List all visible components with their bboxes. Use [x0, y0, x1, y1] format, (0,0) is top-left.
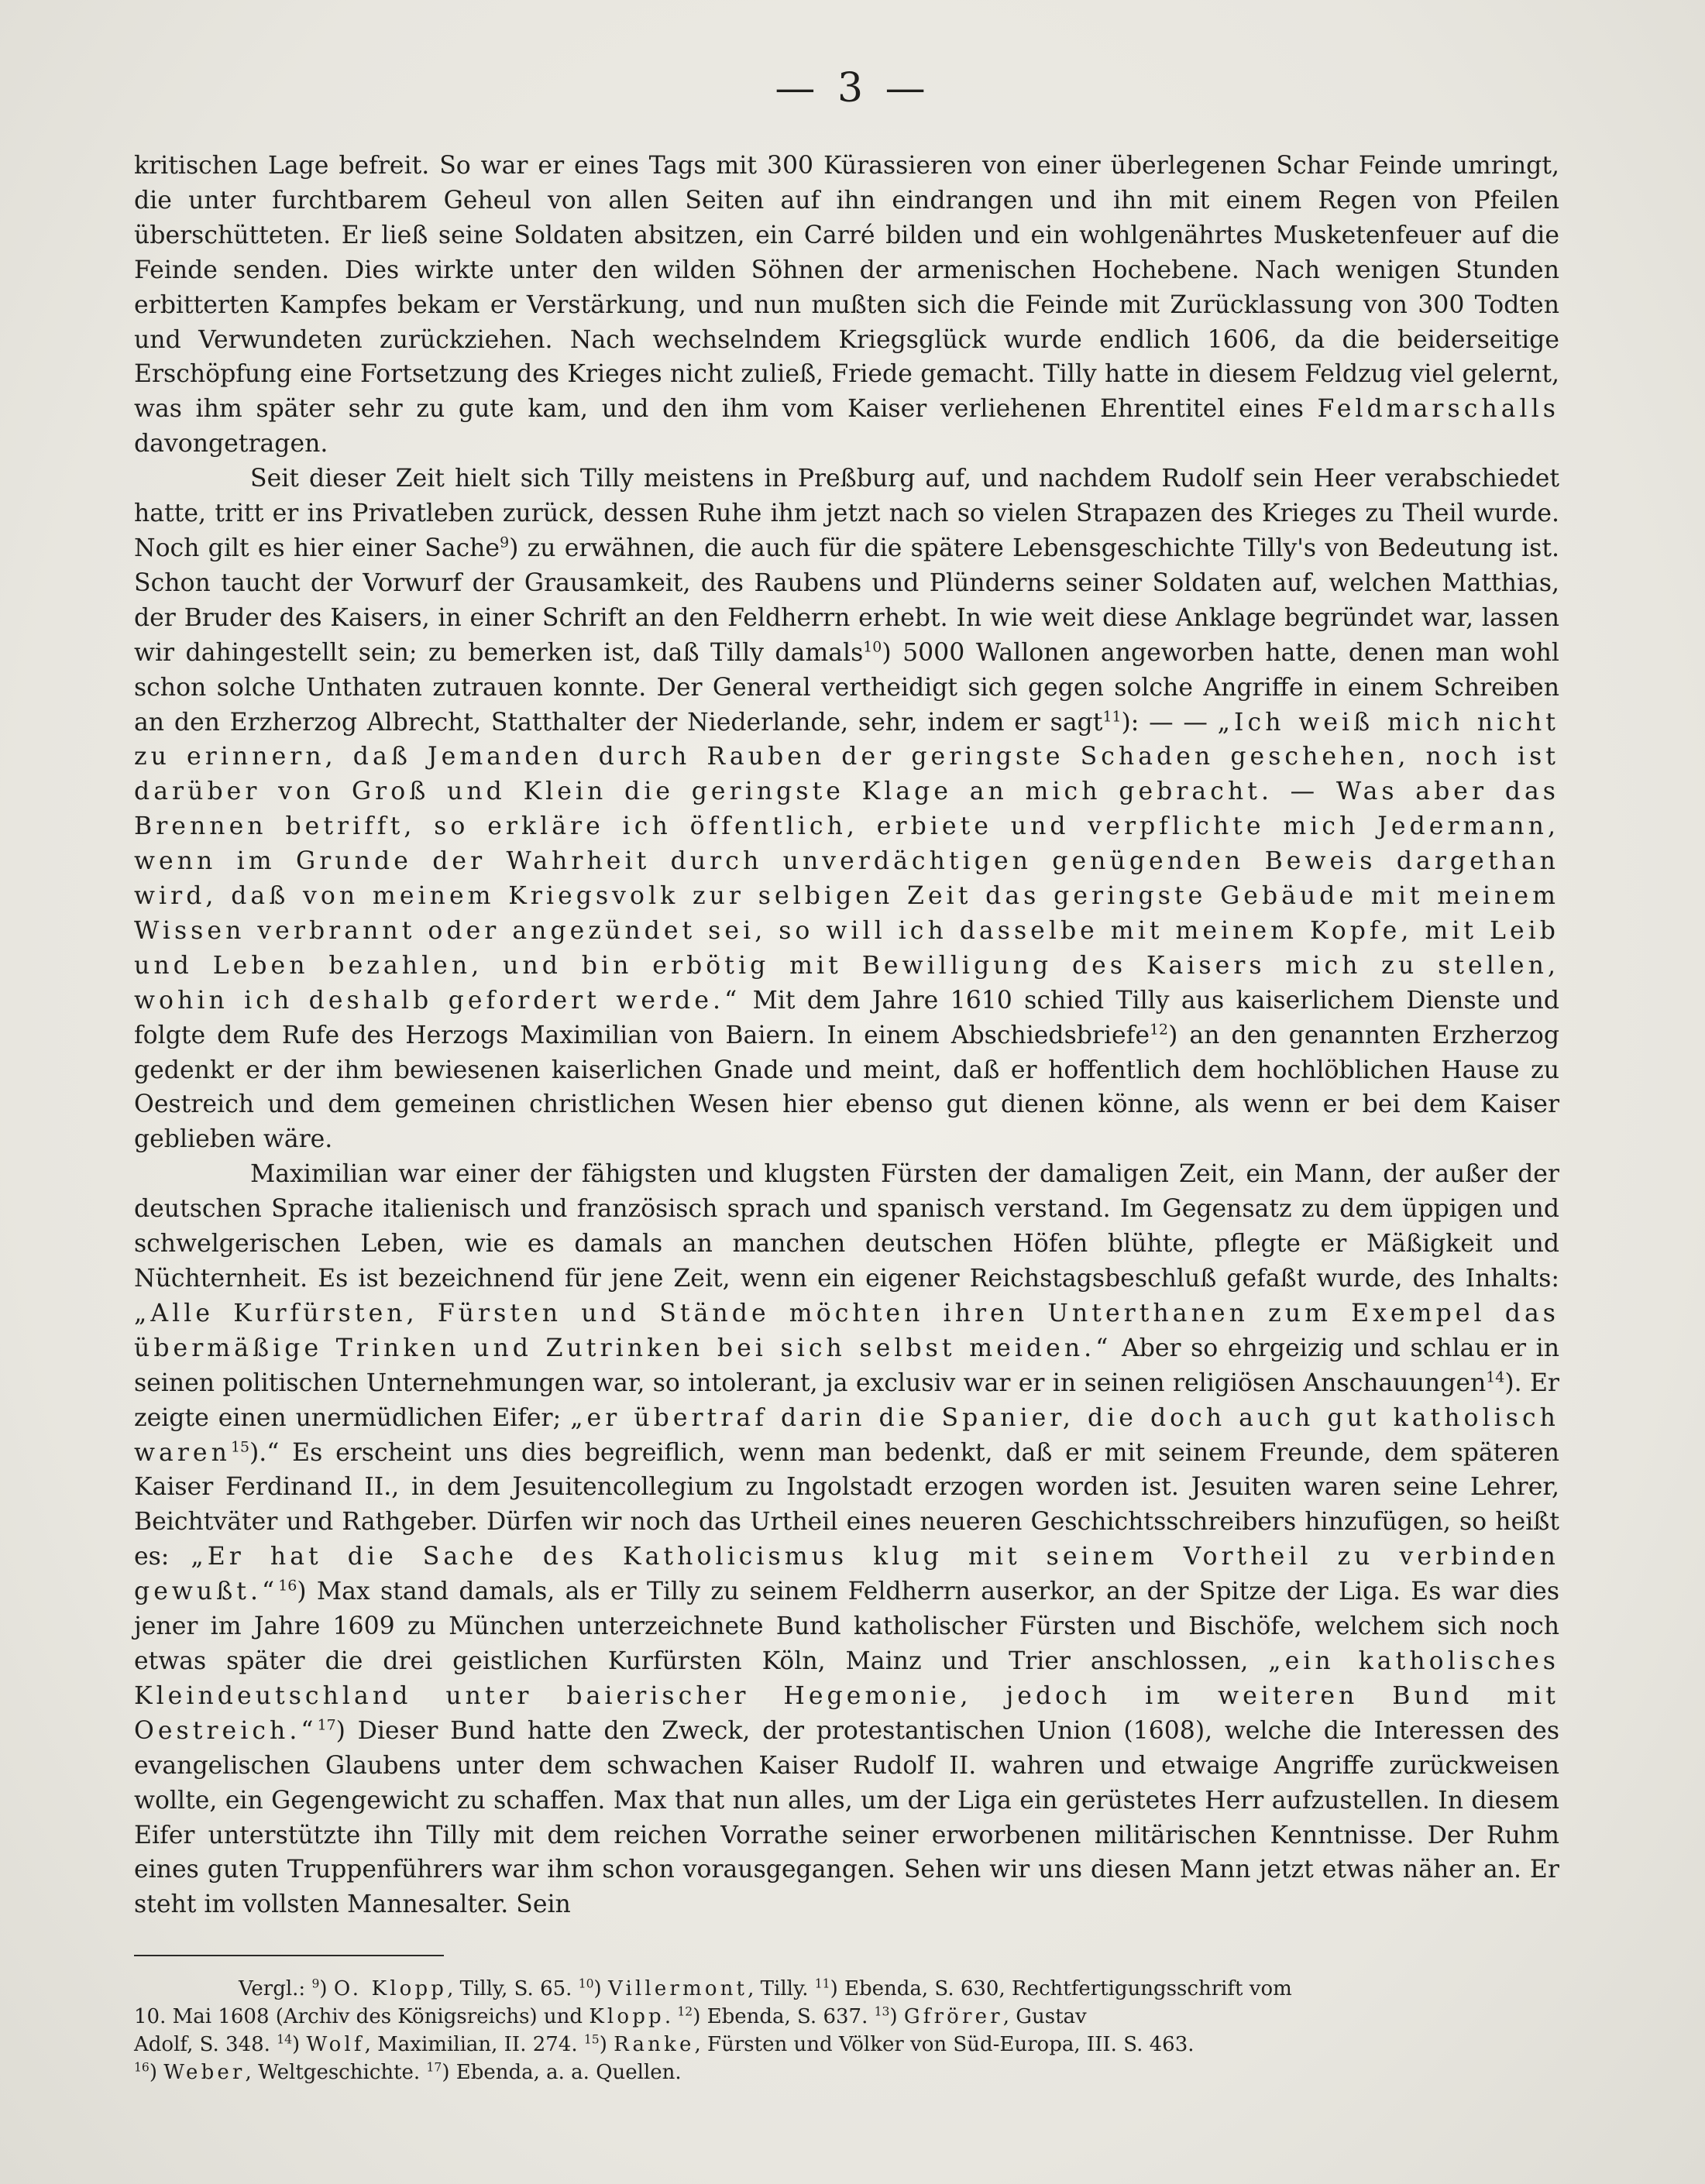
footnote-ref: 9	[311, 1976, 320, 1991]
text-run: ) Ebenda, S. 630, Rechtfertigungsschrift vom	[830, 1977, 1292, 2000]
text-run: ) an den genannten Erzherzog gedenkt er der ihm bewiesenen kaiserlichen Gnade und meint, daß er hoffentlich dem hochlöblichen Hause zu Oestreich und dem gemeinen christlichen Wesen hier ebenso gut dienen könne, als wenn er bei dem Kaiser geblieben wäre.	[134, 1021, 1559, 1154]
paragraph	[134, 149, 1559, 462]
spaced-emphasis: Villermont	[607, 1977, 748, 2000]
text-run: davongetragen.	[134, 430, 328, 458]
body-text	[134, 149, 1559, 1922]
footnote-ref: 15	[583, 2032, 600, 2047]
spaced-emphasis: O. Klopp	[333, 1977, 448, 2000]
spaced-emphasis: Wolf	[306, 2033, 365, 2056]
footnote-line	[134, 2003, 1559, 2031]
spaced-emphasis: Klopp	[589, 2005, 665, 2028]
footnote-ref: 14	[277, 2032, 293, 2047]
text-run: , Tilly.	[748, 1977, 815, 2000]
spaced-emphasis: „ein katholisches Kleindeutschland unter baierischer Hegemonie, jedoch im weiteren Bund mit Oestreich.“	[134, 1647, 1559, 1745]
text-run: Maximilian war einer der fähigsten und klugsten Fürsten der damaligen Zeit, ein Mann, der außer der deutschen Sprache italienisch und französisch sprach und spanisch verstand. Im Gegensatz zu dem üppigen und schwelgerischen Leben, wie es damals an manchen deutschen Höfen blühte, pflegte er Mäßigkeit und Nüchternheit. Es ist bezeichnend für jene Zeit, wenn ein eigener Reichstagsbeschluß gefaßt wurde, des Inhalts:	[134, 1160, 1559, 1293]
text-run: ) 5000 Wallonen angeworben hatte, denen man wohl schon solche Unthaten zutrauen konnte. Der General vertheidigt sich gegen solche Angriffe in einem Schreiben an den Erzherzog Albrecht, Statthalter der Niederlande, sehr, indem er sagt	[134, 638, 1559, 737]
text-run: ).“ Es erscheint uns dies begreiflich, wenn man bedenkt, daß er mit seinem Freunde, dem späteren Kaiser Ferdinand II., in dem Jesuitencollegium zu Ingolstadt erzogen worden ist. Jesuiten waren seine Lehrer, Beichtväter und Rathgeber. Dürfen wir noch das Urtheil eines neueren Geschichtsschreibers hinzufügen, so heißt es:	[134, 1438, 1559, 1571]
footnote-ref: 9	[500, 534, 510, 551]
footnote-ref: 15	[230, 1438, 249, 1456]
text-run: ). Er zeigte einen unermüdlichen Eifer;	[134, 1368, 1559, 1432]
text-run: )	[599, 2033, 614, 2056]
footnote-ref: 13	[874, 2004, 890, 2019]
spaced-emphasis: „Alle Kurfürsten, Fürsten und Stände möchten ihren Unterthanen zum Exempel das übermäßige Trinken und Zutrinken bei sich selbst meiden.“	[134, 1299, 1559, 1362]
footnote-line	[134, 2059, 1559, 2086]
text-run: .	[664, 2005, 678, 2028]
text-run: kritischen Lage befreit. So war er eines Tags mit 300 Kürassieren von einer überlegenen Schar Feinde umringt, die unter furchtbarem Geheul von allen Seiten auf ihn eindrangen und ihn mit einem Regen von Pfeilen überschütteten. Er ließ seine Soldaten absitzen, ein Carré bilden und ein wohlgenährtes Musketenfeuer auf die Feinde senden. Dies wirkte unter den wilden Söhnen der armenischen Hochebene. Nach wenigen Stunden erbitterten Kampfes bekam er Verstärkung, und nun mußten sich die Feinde mit Zurücklassung von 300 Todten und Verwundeten zurückziehen. Nach wechselndem Kriegsglück wurde endlich 1606, da die beiderseitige Erschöpfung eine Fortsetzung des Krieges nicht zuließ, Friede gemacht. Tilly hatte in diesem Feldzug viel gelernt, was ihm später sehr zu gute kam, und den ihm vom Kaiser verliehenen Ehrentitel eines	[134, 152, 1559, 424]
spaced-emphasis: Feldmarschalls	[1317, 395, 1559, 424]
footnote-ref: 12	[677, 2004, 693, 2019]
footnote-line	[311, 1977, 1291, 2000]
spaced-emphasis: Gfrörer	[903, 2005, 1003, 2028]
text-run: ) Max stand damals, als er Tilly zu seinem Feldherrn auserkor, an der Spitze der Liga. Es war dies jener im Jahre 1609 zu München unterzeichnete Bund katholischer Fürsten und Bischöfe, welchem sich noch etwas später die drei geistlichen Kurfürsten Köln, Mainz und Trier anschlossen,	[134, 1578, 1559, 1675]
text-run: Mit dem Jahre 1610 schied Tilly aus kaiserlichem Dienste und folgte dem Rufe des Herzogs Maximilian von Baiern. In einem Abschiedsbriefe	[134, 986, 1559, 1049]
footnotes	[134, 1975, 1559, 2086]
footnote-ref: 11	[1102, 708, 1122, 725]
footnote-ref: 11	[814, 1976, 830, 1991]
footnote-label: Vergl.:	[239, 1977, 306, 2000]
footnote-divider	[134, 1955, 444, 1956]
spaced-emphasis: „er übertraf darin die Spanier, die doch auch gut katholisch waren	[134, 1403, 1559, 1467]
text-run: , Fürsten und Völker von Süd-Europa, III. S. 463.	[694, 2033, 1195, 2056]
footnote-line	[134, 2031, 1559, 2059]
footnote-ref: 10	[863, 638, 882, 656]
spaced-emphasis: „Ich weiß mich nicht zu erinnern, daß Jemanden durch Rauben der geringste Schaden geschehen, noch ist darüber von Groß und Klein die geringste Klage an mich gebracht. — Was aber das Brennen betrifft, so erkläre ich öffentlich, erbiete und verpflichte mich Jedermann, wenn im Grunde der Wahrheit durch unverdächtigen genügenden Beweis dargethan wird, daß von meinem Kriegsvolk zur selbigen Zeit das geringste Gebäude mit meinem Wissen verbrannt oder angezündet sei, so will ich dasselbe mit meinem Kopfe, mit Leib und Leben bezahlen, und bin erbötig mit Bewilligung des Kaisers mich zu stellen, wohin ich deshalb gefordert werde.“	[134, 708, 1559, 1015]
footnote-ref: 16	[134, 2060, 150, 2075]
text-run: ): — —	[1121, 708, 1218, 737]
paragraph	[134, 1157, 1559, 1922]
spaced-emphasis: Ranke	[614, 2033, 695, 2056]
text-run: )	[593, 1977, 608, 2000]
footnote-ref: 14	[1486, 1368, 1505, 1386]
text-run: )	[319, 1977, 334, 2000]
text-run: 10. Mai 1608 (Archiv des Königsreichs) und	[134, 2005, 590, 2028]
footnote-ref: 16	[278, 1577, 297, 1595]
footnote-ref: 17	[426, 2060, 442, 2075]
text-run: )	[889, 2005, 904, 2028]
text-run: Aber so ehrgeizig und schlau er in seinen politischen Unternehmungen war, so intolerant, ja exclusiv war er in seinen religiösen Anschauungen	[134, 1334, 1559, 1397]
spaced-emphasis: „Er hat die Sache des Katholicismus klug mit seinem Vortheil zu verbinden gewußt.“	[134, 1543, 1560, 1606]
text-run: )	[292, 2033, 307, 2056]
text-run: ) Ebenda, a. a. Quellen.	[442, 2061, 682, 2084]
text-run: , Maximilian, II. 274.	[364, 2033, 584, 2056]
text-run: ) zu erwähnen, die auch für die spätere Lebensgeschichte Tilly's von Bedeutung ist. Schon taucht der Vorwurf der Grausamkeit, des Raubens und Plünderns seiner Soldaten auf, welchen Matthias, der Bruder des Kaisers, in einer Schrift an den Feldherrn erhebt. In wie weit diese Anklage begründet war, lassen wir dahingestellt sein; zu bemerken ist, daß Tilly damals	[134, 534, 1560, 667]
spaced-emphasis: Weber	[163, 2061, 246, 2084]
footnote-ref: 17	[317, 1716, 336, 1734]
text-run: ) Dieser Bund hatte den Zweck, der protestantischen Union (1608), welche die Interessen des evangelischen Glaubens unter dem schwachen Kaiser Rudolf II. wahren und etwaige Angriffe zurückweisen wollte, ein Gegengewicht zu schaffen. Max that nun alles, um der Liga ein gerüstetes Herr aufzustellen. In diesem Eifer unterstützte ihn Tilly mit dem reichen Vorrathe seiner erworbenen militärischen Kenntnisse. Der Ruhm eines guten Truppenführers war ihm schon vorausgegangen. Sehen wir uns diesen Mann jetzt etwas näher an. Er steht im vollsten Mannesalter. Sein	[134, 1716, 1559, 1919]
text-run: , Gustav	[1002, 2005, 1087, 2028]
text-run: )	[149, 2061, 164, 2084]
text-run: Seit dieser Zeit hielt sich Tilly meistens in Preßburg auf, und nachdem Rudolf sein Heer verabschiedet hatte, tritt er ins Privatleben zurück, dessen Ruhe ihm jetzt nach so vielen Strapazen des Krieges zu Theil wurde. Noch gilt es hier einer Sache	[134, 465, 1559, 562]
footnote-ref: 12	[1150, 1021, 1169, 1039]
text-run: , Weltgeschichte.	[245, 2061, 427, 2084]
text-run: ) Ebenda, S. 637.	[693, 2005, 875, 2028]
paragraph	[134, 462, 1559, 1157]
page-number: — 3 —	[775, 65, 930, 112]
footnote-ref: 10	[578, 1976, 594, 1991]
text-run: Adolf, S. 348.	[134, 2033, 277, 2056]
text-run: , Tilly, S. 65.	[447, 1977, 579, 2000]
